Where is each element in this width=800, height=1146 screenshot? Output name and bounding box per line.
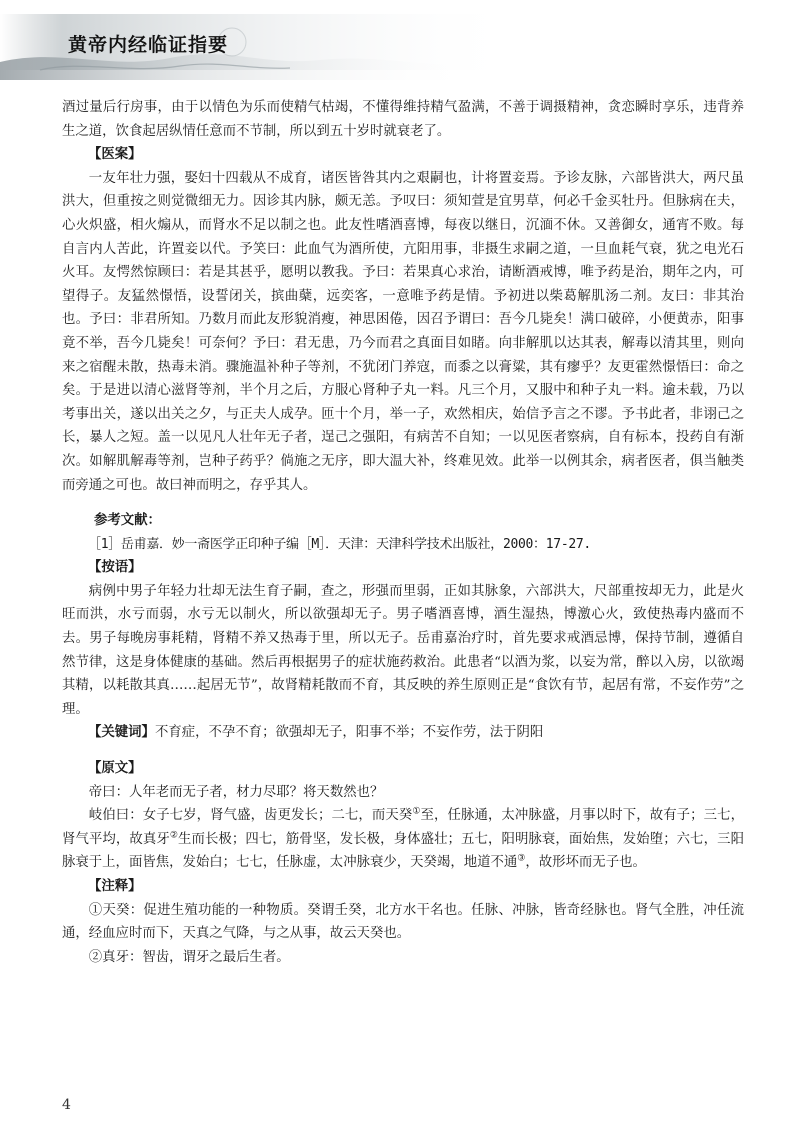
annotation-1: ①天癸：促进生殖功能的一种物质。癸谓壬癸，北方水干名也。任脉、冲脉，皆奇经脉也。肾气全胜，冲任流通，经血应时而下，天真之气降，与之从事，故云天癸也。 (62, 902, 744, 942)
reference-item: ［1］岳甫嘉．妙一斋医学正印种子编［M］．天津：天津科学技术出版社，2000：17-27. (88, 536, 591, 552)
original-text-heading: 【原文】 (88, 761, 142, 777)
original-answer-part-4: ，故形坏而无子也。 (525, 855, 646, 871)
original-answer-part-1: 岐伯曰：女子七岁，肾气盛，齿更发长；二七，而天癸 (88, 808, 413, 824)
page-header (0, 0, 800, 90)
keywords-label: 【关键词】 (88, 725, 155, 741)
annotation-2: ②真牙：智齿，谓牙之最后生者。 (88, 949, 290, 965)
original-answer-part-2: 至，任脉通，太冲脉盛，月事以时下，故有子；三七，肾气平均，故真牙 (62, 808, 745, 847)
case-heading: 【医案】 (88, 147, 142, 163)
footnote-marker-2: ② (169, 830, 178, 841)
footnote-marker-1: ① (412, 806, 421, 817)
keywords-line (62, 721, 744, 745)
intro-paragraph: 酒过量后行房事，由于以情色为乐而使精气枯竭，不懂得维持精气盈满，不善于调摄精神，贪恋瞬时享乐，违背养生之道，饮食起居纵情任意而不节制，所以到五十岁时就衰老了。 (62, 100, 744, 139)
book-title: 黄帝内经临证指要 (68, 34, 229, 56)
commentary-heading: 【按语】 (88, 560, 142, 576)
footnote-marker-3: ③ (517, 853, 526, 864)
keywords-text: 不育症，不孕不育；欲强却无子，阳事不举；不妄作劳，法于阴阳 (154, 725, 544, 741)
page-body (62, 96, 744, 969)
reference-heading: 参考文献： (94, 513, 161, 529)
original-answer (62, 804, 744, 875)
case-paragraph: 一友年壮力强，娶妇十四载从不成育，诸医皆咎其内之艰嗣也，计将置妾焉。予诊友脉，六部皆洪大，两尺虽洪大，但重按之则觉微细无力。因诊其内脉，颇无恙。予叹曰：须知萱是宜男草，何必千金买牡丹。但脉病在夫，心火炽盛，相火煽从，而肾水不足以制之也。此友性嗜酒喜博，每夜以继日，沉湎不休。又善御女，通宵不败。每自言内人苦此，许置妾以代。予笑曰：此血气为酒所使，亢阳用事，非摄生求嗣之道，一旦血耗气衰，犹之电光石火耳。友愕然惊顾曰：若是其甚乎，愿明以教我。予曰：若果真心求治，请断酒戒博，唯予药是治，期年之内，可望得子。友猛然憬悟，设誓闭关，摈曲蘖，远奕客，一意唯予药是情。予初进以柴葛解肌汤二剂。友曰：非其治也。予曰：非君所知。乃数月而此友形貌消瘦，神思困倦，因召予谓曰：吾今几毙矣！满口破碎，小便黄赤，阳事竟不举，吾今几毙矣！可奈何？予曰：君无患，乃今而君之真面目如睹。向非解肌以达其表，解毒以清其里，则向来之宿醒未散，热毒未消。骤施温补种子等剂，不犹闭门养寇，而黍之以膏粱，其有瘳乎？友更霍然憬悟曰：命之矣。于是进以清心滋肾等剂，半个月之后，方服心肾种子丸一料。凡三个月，又服中和种子丸一料。逾未载，乃以考事出关，遂以出关之夕，与正夫人成孕。匝十个月，举一子，欢然相庆，始信予言之不谬。予书此者，非诩己之长，暴人之短。盖一以见凡人壮年无子者，逞己之强阳，有病苦不自知；一以见医者察病，自有标本，投药自有渐次。如解肌解毒等剂，岂种子药乎？倘施之无序，即大温大补，终难见效。此举一以例其余，病者医者，俱当触类而旁通之可也。故曰神而明之，存乎其人。 (62, 170, 744, 493)
commentary-paragraph: 病例中男子年轻力壮却无法生育子嗣，查之，形强而里弱，正如其脉象，六部洪大，尺部重按却无力，此是火旺而洪，水亏而弱，水亏无以制火，所以欲强却无子。男子嗜酒喜博，酒生湿热，博激心火，致使热毒内盛而不去。男子每晚房事耗精，肾精不养又热毒于里，所以无子。岳甫嘉治疗时，首先要求戒酒忌博，保持节制，遵循自然节律，这是身体健康的基础。然后再根据男子的症状施药救治。此患者“以酒为浆，以妄为常，醉以入房，以欲竭其精，以耗散其真……起居无节”，故肾精耗散而不育，其反映的养生原则正是“食饮有节，起居有常，不妄作劳”之理。 (62, 583, 744, 717)
original-question: 帝曰：人年老而无子者，材力尽耶？将天数然也？ (88, 784, 384, 800)
page-number: 4 (62, 1097, 71, 1113)
original-answer-part-3: 生而长极；四七，筋骨坚，发长极，身体盛壮；五七，阳明脉衰，面始焦，发始堕；六七，三阳脉衰于上，面皆焦，发始白；七七，任脉虚，太冲脉衰少，天癸竭，地道不通 (62, 831, 744, 871)
annotation-heading: 【注释】 (88, 879, 142, 894)
